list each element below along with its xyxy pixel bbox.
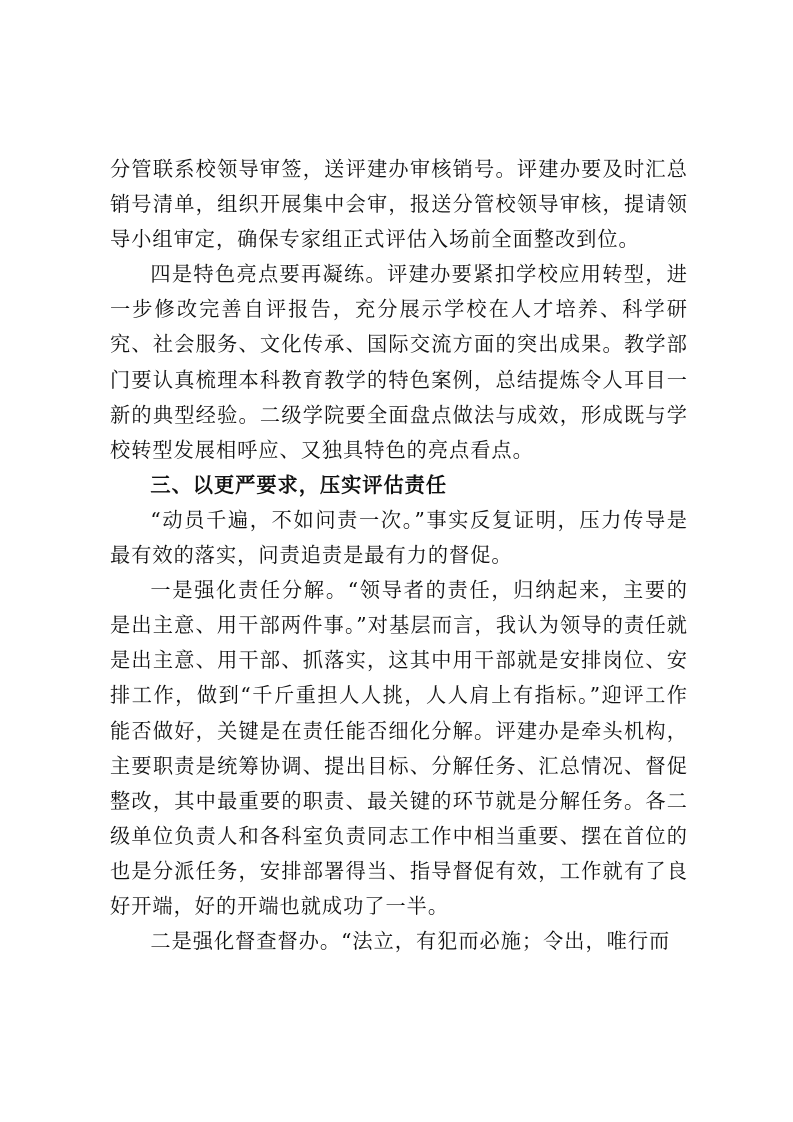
paragraph-accountability-quote: “动员千遍，不如问责一次。”事实反复证明，压力传导是最有效的落实，问责追责是最有力的督促。 — [110, 507, 688, 568]
paragraph-responsibility-breakdown: 一是强化责任分解。“领导者的责任，归纳起来，主要的是出主意、用干部两件事。”对基层而言，我认为领导的责任就是出主意、用干部、抓落实，这其中用干部就是安排岗位、安排工作，做到“千斤重担人人挑，人人肩上有指标。”迎评工作能否做好，关键是在责任能否细化分解。评建办是牵头机构，主要职责是统筹协调、提出目标、分解任务、汇总情况、督促整改，其中最重要的职责、最关键的环节就是分解任务。各二级单位负责人和各科室负责同志工作中相当重要、摆在首位的也是分派任务，安排部署得当、指导督促有效，工作就有了良好开端，好的开端也就成功了一半。 — [110, 578, 688, 918]
paragraph-feature-highlights: 四是特色亮点要再凝练。评建办要紧扣学校应用转型，进一步修改完善自评报告，充分展示学校在人才培养、科学研究、社会服务、文化传承、国际交流方面的突出成果。教学部门要认真梳理本科教育教学的特色案例，总结提炼令人耳目一新的典型经验。二级学院要全面盘点做法与成效，形成既与学校转型发展相呼应、又独具特色的亮点看点。 — [110, 262, 688, 462]
document-body — [110, 152, 688, 959]
section-heading: 三、以更严要求，压实评估责任 — [150, 472, 448, 497]
paragraph-continued: 分管联系校领导审签，送评建办审核销号。评建办要及时汇总销号清单，组织开展集中会审，报送分管校领导审核，提请领导小组审定，确保专家组正式评估入场前全面整改到位。 — [110, 157, 688, 252]
paragraph-supervision: 二是强化督查督办。“法立，有犯而必施；令出，唯行而 — [150, 929, 671, 954]
